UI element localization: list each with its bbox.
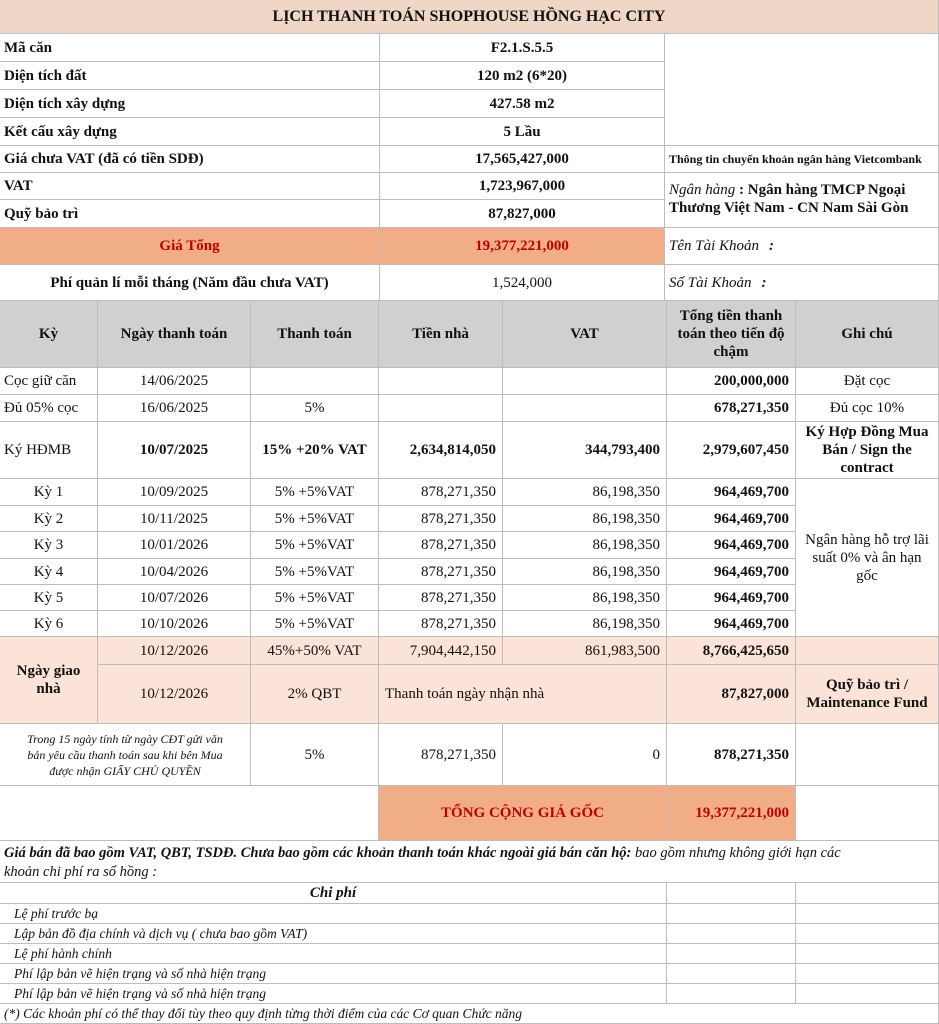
table-row-vat (503, 368, 667, 395)
bank-panel-blank (665, 34, 939, 146)
bank-label: Ngân hàng (669, 182, 736, 198)
costs-cell (667, 984, 796, 1004)
table-row-house: 878,271,350 (379, 532, 503, 559)
table-row-payment: 5% +5%VAT (251, 611, 379, 637)
costs-cell (796, 944, 939, 964)
costs-cell (796, 964, 939, 984)
account-name-colon: : (769, 238, 775, 254)
table-row-date: 10/07/2025 (98, 422, 251, 479)
handover-date: 10/12/2026 (98, 665, 251, 724)
table-row-period: Kỳ 4 (0, 559, 98, 585)
final-payment-house: 878,271,350 (379, 724, 503, 786)
bank-heading: Thông tin chuyển khoản ngân hàng Vietcombank (665, 146, 939, 173)
table-row-date: 10/01/2026 (98, 532, 251, 559)
table-row-note: Ký Hợp Đồng Mua Bán / Sign the contract (796, 422, 939, 479)
table-row-date: 16/06/2025 (98, 395, 251, 422)
table-row-payment: 5% +5%VAT (251, 506, 379, 532)
table-row-period: Cọc giữ căn (0, 368, 98, 395)
maintenance-fund-note: Quỹ bảo trì / Maintenance Fund (796, 665, 939, 724)
table-row-total: 2,979,607,450 (667, 422, 796, 479)
header-date: Ngày thanh toán (98, 301, 251, 368)
info-label: Kết cấu xây dựng (0, 118, 380, 146)
info-label: Diện tích xây dựng (0, 90, 380, 118)
table-row-period: Kỳ 5 (0, 585, 98, 611)
account-number-colon: : (761, 274, 767, 291)
info-value: 120 m2 (6*20) (380, 62, 665, 90)
costs-cell (796, 924, 939, 944)
costs-cell (796, 904, 939, 924)
table-row-vat: 86,198,350 (503, 479, 667, 506)
table-row-total: 678,271,350 (667, 395, 796, 422)
table-row-payment: 15% +20% VAT (251, 422, 379, 479)
account-number-cell (665, 265, 939, 301)
total-price-label: Giá Tổng (0, 228, 380, 265)
monthly-fee-label: Phí quản lí mỗi tháng (Năm đầu chưa VAT) (0, 265, 380, 301)
table-row-payment (251, 368, 379, 395)
table-row-house (379, 395, 503, 422)
info-label: Diện tích đất (0, 62, 380, 90)
handover-label: Ngày giao nhà (0, 637, 98, 724)
table-row-note: Đủ cọc 10% (796, 395, 939, 422)
handover-payment: 2% QBT (251, 665, 379, 724)
header-note: Ghi chú (796, 301, 939, 368)
handover-total: 8,766,425,650 (667, 637, 796, 665)
header-total: Tổng tiền thanh toán theo tiến độ chậm (667, 301, 796, 368)
handover-payment: 45%+50% VAT (251, 637, 379, 665)
table-row-payment: 5% +5%VAT (251, 559, 379, 585)
cost-item: Phí lập bản vẽ hiện trạng và số nhà hiện trạng (0, 964, 667, 984)
table-row-date: 10/10/2026 (98, 611, 251, 637)
cost-item: Lập bản đồ địa chính và dịch vụ ( chưa bao gồm VAT) (0, 924, 667, 944)
table-row-payment: 5% (251, 395, 379, 422)
final-payment-vat: 0 (503, 724, 667, 786)
installment-note: Ngân hàng hỗ trợ lãi suất 0% và ân hạn gốc (796, 479, 939, 637)
costs-cell (667, 883, 796, 904)
table-row-vat (503, 395, 667, 422)
info-value: 5 Lầu (380, 118, 665, 146)
table-row-date: 10/07/2026 (98, 585, 251, 611)
table-row-vat: 86,198,350 (503, 506, 667, 532)
info-label: Mã căn (0, 34, 380, 62)
table-row-date: 10/09/2025 (98, 479, 251, 506)
table-row-house: 2,634,814,050 (379, 422, 503, 479)
table-row-vat: 86,198,350 (503, 559, 667, 585)
final-payment-total: 878,271,350 (667, 724, 796, 786)
table-row-house: 878,271,350 (379, 506, 503, 532)
grand-total-note (796, 786, 939, 841)
table-row-period: Kỳ 3 (0, 532, 98, 559)
table-row-total: 964,469,700 (667, 479, 796, 506)
bank-name-line2: Thương Việt Nam - CN Nam Sài Gòn (669, 200, 909, 216)
info-value: 87,827,000 (380, 200, 665, 228)
table-row-house: 878,271,350 (379, 559, 503, 585)
table-row-total: 964,469,700 (667, 532, 796, 559)
header-vat: VAT (503, 301, 667, 368)
handover-date: 10/12/2026 (98, 637, 251, 665)
handover-note-blank (796, 637, 939, 665)
handover-house: 7,904,442,150 (379, 637, 503, 665)
table-row-period: Ký HĐMB (0, 422, 98, 479)
costs-cell (667, 904, 796, 924)
handover-vat: 861,983,500 (503, 637, 667, 665)
table-row-house: 878,271,350 (379, 611, 503, 637)
info-label: VAT (0, 173, 380, 200)
info-value: F2.1.S.5.5 (380, 34, 665, 62)
table-row-period: Đủ 05% cọc (0, 395, 98, 422)
account-number-label: Số Tài Khoản (669, 274, 752, 291)
costs-cell (667, 924, 796, 944)
disclaimer: Giá bán đã bao gồm VAT, QBT, TSDĐ. Chưa bao gồm các khoản thanh toán khác ngoài giá bán căn hộ: bao gồm nhưng không giới hạn các khoản chi phí ra sổ hồng : (0, 841, 939, 883)
monthly-fee-value: 1,524,000 (380, 265, 665, 301)
page-title: LỊCH THANH TOÁN SHOPHOUSE HỒNG HẠC CITY (0, 0, 939, 34)
table-row-date: 10/04/2026 (98, 559, 251, 585)
table-row-total: 964,469,700 (667, 506, 796, 532)
cost-item: Lệ phí hành chính (0, 944, 667, 964)
table-row-house (379, 368, 503, 395)
info-value: 1,723,967,000 (380, 173, 665, 200)
grand-total-blank (0, 786, 379, 841)
cost-item: Phí lập bản vẽ hiện trạng và số nhà hiện trạng (0, 984, 667, 1004)
table-row-vat: 86,198,350 (503, 532, 667, 559)
grand-total-label: TỔNG CỘNG GIÁ GỐC (379, 786, 667, 841)
table-row-payment: 5% +5%VAT (251, 532, 379, 559)
account-name-cell (665, 228, 939, 265)
table-row-total: 964,469,700 (667, 611, 796, 637)
info-value: 17,565,427,000 (380, 146, 665, 173)
costs-cell (796, 883, 939, 904)
header-payment: Thanh toán (251, 301, 379, 368)
cost-item: Lệ phí trước bạ (0, 904, 667, 924)
costs-cell (667, 944, 796, 964)
table-row-period: Kỳ 2 (0, 506, 98, 532)
costs-cell (796, 984, 939, 1004)
costs-cell (667, 964, 796, 984)
table-row-date: 14/06/2025 (98, 368, 251, 395)
table-row-total: 964,469,700 (667, 559, 796, 585)
table-row-vat: 86,198,350 (503, 611, 667, 637)
table-row-total: 964,469,700 (667, 585, 796, 611)
table-row-house: 878,271,350 (379, 585, 503, 611)
costs-header: Chi phí (0, 883, 667, 904)
table-row-vat: 344,793,400 (503, 422, 667, 479)
table-row-date: 10/11/2025 (98, 506, 251, 532)
grand-total-value: 19,377,221,000 (667, 786, 796, 841)
table-row-total: 200,000,000 (667, 368, 796, 395)
handover-total: 87,827,000 (667, 665, 796, 724)
table-row-period: Kỳ 1 (0, 479, 98, 506)
table-row-note: Đặt cọc (796, 368, 939, 395)
header-house: Tiền nhà (379, 301, 503, 368)
header-period: Kỳ (0, 301, 98, 368)
final-payment-description: Trong 15 ngày tính từ ngày CĐT gửi văn bản yêu cầu thanh toán sau khi bên Mua được nhận GIẤY CHỦ QUYỀN (0, 724, 251, 786)
final-payment-note (796, 724, 939, 786)
table-row-vat: 86,198,350 (503, 585, 667, 611)
table-row-payment: 5% +5%VAT (251, 479, 379, 506)
final-payment-percent: 5% (251, 724, 379, 786)
handover-description: Thanh toán ngày nhận nhà (379, 665, 667, 724)
bank-name-line1: : Ngân hàng TMCP Ngoại (739, 182, 906, 198)
table-row-house: 878,271,350 (379, 479, 503, 506)
table-row-payment: 5% +5%VAT (251, 585, 379, 611)
bank-name-cell (665, 173, 939, 228)
account-name-label: Tên Tài Khoản (669, 238, 760, 254)
table-row-period: Kỳ 6 (0, 611, 98, 637)
footnote: (*) Các khoản phí có thể thay đổi tùy theo quy định từng thời điểm của các Cơ quan Chức năng (0, 1004, 939, 1024)
info-value: 427.58 m2 (380, 90, 665, 118)
total-price-value: 19,377,221,000 (380, 228, 665, 265)
info-label: Quỹ bảo trì (0, 200, 380, 228)
info-label: Giá chưa VAT (đã có tiền SDĐ) (0, 146, 380, 173)
